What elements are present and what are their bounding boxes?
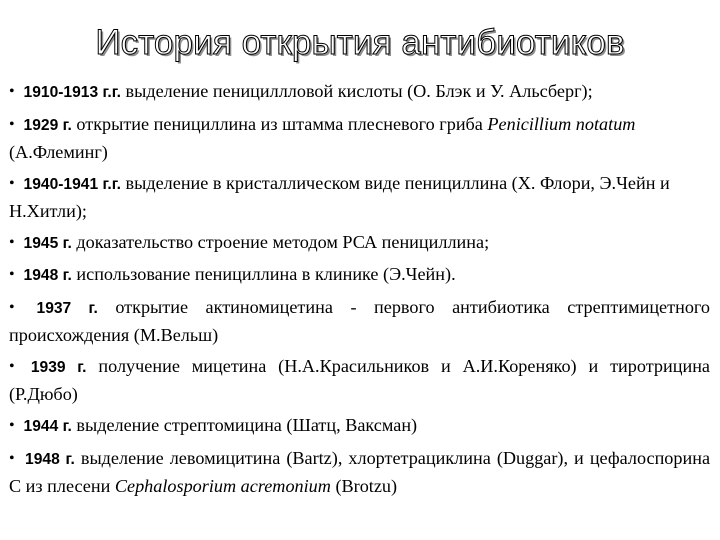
bullet-icon: • [9, 233, 15, 251]
item-date: 1929 г. [23, 116, 72, 134]
slide-title: История открытия антибиотиков [95, 23, 625, 62]
bullet-icon: • [9, 358, 15, 376]
history-item [9, 353, 710, 408]
item-date: 1937 г. [36, 300, 98, 318]
history-list [9, 78, 710, 504]
item-date: 1939 г. [30, 359, 87, 377]
item-date: 1940-1941 г.г. [23, 175, 121, 193]
bullet-icon: • [9, 266, 15, 284]
item-text: использование пенициллина в клинике (Э.Чейн). [76, 264, 456, 285]
bullet-icon: • [9, 83, 15, 100]
history-item [9, 170, 710, 225]
history-item [9, 111, 710, 166]
item-date: 1948 г. [25, 450, 75, 468]
history-item [9, 78, 710, 106]
item-text: получение мицетина (Н.А.Красильников и А.И.Кореняко) и тиротрицина (Р.Дюбо) [9, 356, 710, 405]
bullet-icon: • [9, 417, 15, 434]
bullet-icon: • [9, 299, 15, 317]
item-text: выделение в кристаллическом виде пенициллина (Х. Флори, Э.Чейн и Н.Хитли); [9, 172, 670, 221]
item-date: 1945 г. [23, 234, 72, 252]
bullet-icon: • [9, 174, 15, 192]
item-text-before: открытие пенициллина из штамма плесневого гриба [76, 113, 488, 134]
species-name: Cephalosporium acremonium [114, 475, 331, 496]
bullet-icon: • [9, 449, 15, 467]
item-text-before: выделение левомицитина (Bartz), хлортетрациклина (Duggar), и цефалоспорина С из плесени [9, 447, 711, 496]
item-date: 1944 г. [23, 418, 72, 435]
item-date: 1948 г. [23, 267, 72, 285]
bullet-icon: • [9, 115, 15, 133]
history-item [9, 445, 710, 500]
history-item [9, 412, 710, 440]
item-text: выделение пенициллловой кислоты (О. Блэк и У. Альсберг); [125, 81, 593, 101]
item-text: выделение стрептомицина (Шатц, Ваксман) [76, 415, 418, 435]
item-text: доказательство строение методом РСА пенициллина; [76, 231, 490, 252]
species-name: Penicillium notatum [487, 113, 636, 134]
item-text-after: (А.Флеминг) [9, 141, 108, 162]
item-text: открытие актиномицетина - первого антибиотика стрептимицетного происхождения (М.Вельш) [9, 297, 711, 346]
history-item [9, 261, 710, 289]
history-item [9, 294, 710, 349]
item-date: 1910-1913 г.г. [23, 84, 121, 101]
history-item [9, 229, 710, 257]
item-text-after: (Brotzu) [335, 475, 398, 496]
